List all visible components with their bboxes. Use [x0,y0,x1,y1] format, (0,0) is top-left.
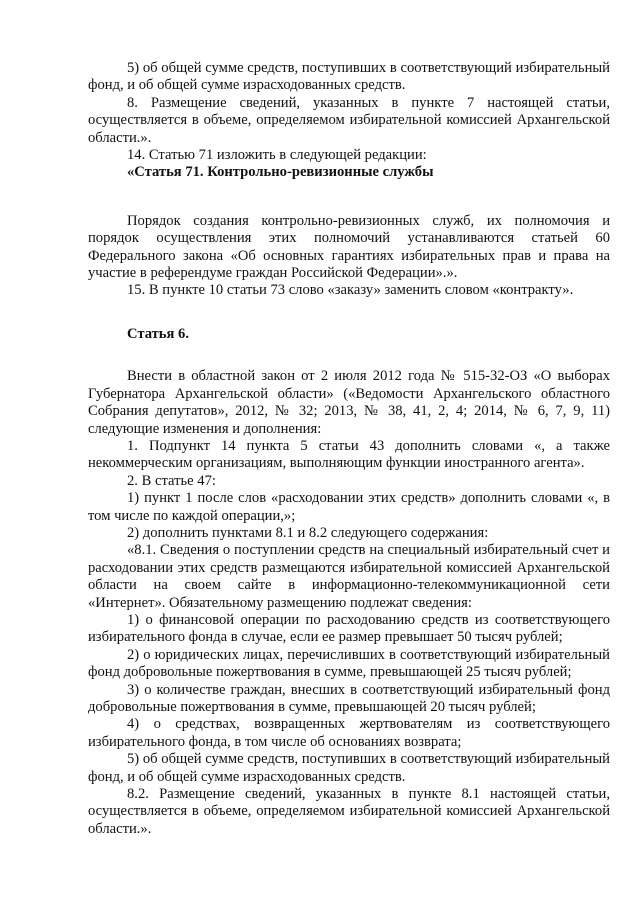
article-6-heading: Статья 6. [127,325,189,342]
paragraph-item-5-previous: 5) об общей сумме средств, поступивших в соответствующий избирательный фонд, и об общей сумме израсходованных средств. [88,60,610,94]
paragraph-subchange-1: 1) пункт 1 после слов «расходовании этих средств» дополнить словами «, в том числе по каждой операции,»; [88,490,610,524]
paragraph-amendment-15: 15. В пункте 10 статьи 73 слово «заказу» заменить словом «контракту». [127,282,574,299]
paragraph-article-6-intro: Внести в областной закон от 2 июля 2012 года № 515-32-ОЗ «О выборах Губернатора Архангельской области» («Ведомости Архангельского областного Собрания депутатов», 2012, № 32; 2013, № 38, 41, 2, 4; 2014, № 6, 7, 9, 11) следующие изменения и дополнения: [88,368,610,437]
paragraph-change-2: 2. В статье 47: [127,472,216,489]
article-71-heading: «Статья 71. Контрольно-ревизионные службы [127,164,434,181]
list-item-1: 1) о финансовой операции по расходованию средств из соответствующего избирательного фонда в случае, если ее размер превышает 50 тысяч рублей; [88,611,610,646]
list-item-4: 4) о средствах, возвращенных жертвователям из соответствующего избирательного фонда, в том числе об основаниях возврата; [88,716,610,750]
document-page [88,60,610,838]
list-item-5: 5) об общей сумме средств, поступивших в соответствующий избирательный фонд, и об общей сумме израсходованных средств. [88,751,610,785]
paragraph-change-1: 1. Подпункт 14 пункта 5 статьи 43 дополнить словами «, а также некоммерческим организациям, выполняющим функции иностранного агента». [88,437,610,472]
paragraph-point-8-1: «8.1. Сведения о поступлении средств на специальный избирательный счет и расходовании этих средств размещаются избирательной комиссией Архангельской области на своем сайте в информационно-телекоммуникационной сети «Интернет». Обязательному размещению подлежат сведения: [88,542,610,611]
paragraph-article-71-body: Порядок создания контрольно-ревизионных служб, их полномочия и порядок осуществления этих полномочий устанавливаются статьей 60 Федерального закона «Об основных гарантиях избирательных прав и права на участие в референдуме граждан Российской Федерации».». [88,212,610,282]
paragraph-amendment-14: 14. Статью 71 изложить в следующей редакции: [127,147,427,164]
paragraph-subchange-2: 2) дополнить пунктами 8.1 и 8.2 следующего содержания: [127,524,489,541]
list-item-3: 3) о количестве граждан, внесших в соответствующий избирательный фонд добровольные пожертвования в сумме, превышающей 20 тысяч рублей; [88,681,610,715]
paragraph-point-8-2: 8.2. Размещение сведений, указанных в пункте 8.1 настоящей статьи, осуществляется в объеме, определяемом избирательной комиссией Архангельской области.». [88,786,610,837]
list-item-2: 2) о юридических лицах, перечисливших в соответствующий избирательный фонд добровольные пожертвования в сумме, превышающей 25 тысяч рублей; [88,646,610,681]
paragraph-point-8: 8. Размещение сведений, указанных в пункте 7 настоящей статьи, осуществляется в объеме, определяемом избирательной комиссией Архангельской области.». [88,94,610,146]
